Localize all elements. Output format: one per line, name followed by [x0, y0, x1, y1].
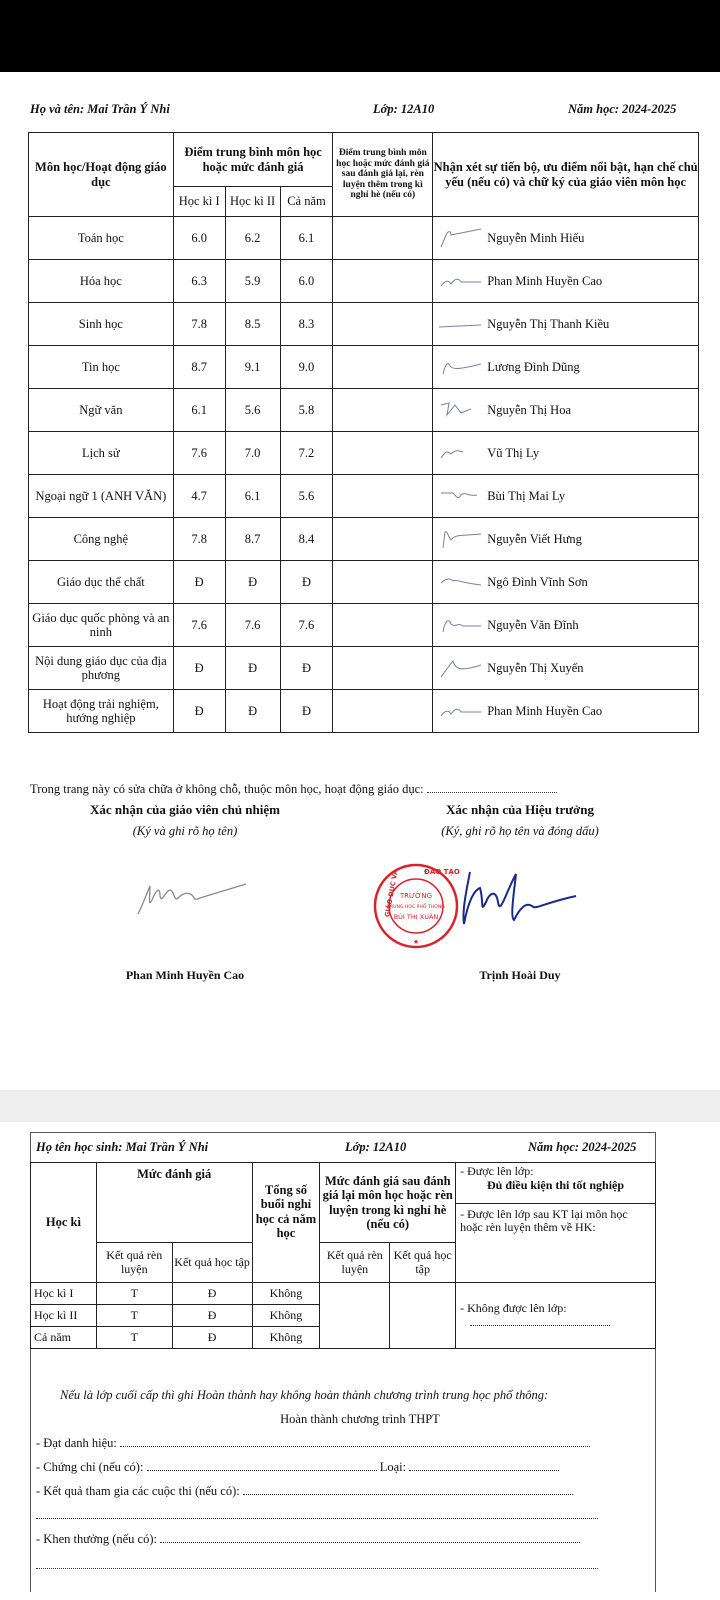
- year-score: 7.6: [280, 604, 333, 647]
- hk2-score: Đ: [225, 561, 280, 604]
- hk1-score: 8.7: [173, 346, 225, 389]
- hk2-score: 9.1: [225, 346, 280, 389]
- teacher-cell: [433, 561, 699, 604]
- stamp-star: ★: [412, 938, 420, 946]
- col-hk2-header: Học kì II: [225, 187, 280, 217]
- hk2-score: Đ: [225, 647, 280, 690]
- year-score: 6.1: [280, 217, 333, 260]
- grade-row: [29, 604, 699, 647]
- eval-header: Mức đánh giá: [96, 1163, 252, 1243]
- certificate-line: - Chứng chỉ (nếu có): Loại:: [36, 1460, 559, 1475]
- teacher-name: Nguyễn Thị Hoa: [487, 402, 572, 417]
- signature-stroke: [441, 403, 471, 415]
- teacher-cell: [433, 518, 699, 561]
- teacher-name: Nguyễn Văn Đĩnh: [487, 617, 579, 632]
- award-line-2: [36, 1558, 598, 1573]
- contest-line: - Kết quả tham gia các cuộc thi (nếu có):: [36, 1484, 573, 1499]
- hk1-score: 6.1: [173, 389, 225, 432]
- subject-cell: Ngữ văn: [29, 389, 174, 432]
- subject-cell: Tin học: [29, 346, 174, 389]
- signature-stroke: [443, 621, 481, 632]
- teacher-cell: [433, 346, 699, 389]
- report-page-2: [0, 1122, 720, 1600]
- reeval-score: [333, 561, 433, 604]
- signature-stroke: [443, 363, 481, 374]
- promotion-cell: [456, 1163, 656, 1283]
- conduct-cell: T: [96, 1283, 172, 1305]
- hk2-score: 8.7: [225, 518, 280, 561]
- year-score: Đ: [280, 647, 333, 690]
- teacher-name: Vũ Thị Ly: [487, 445, 540, 460]
- not-promoted-blank: [470, 1316, 610, 1326]
- hk2-score: 6.2: [225, 217, 280, 260]
- absent-cell: Không: [252, 1327, 320, 1349]
- teacher-name: Ngô Đình Vĩnh Sơn: [487, 574, 588, 589]
- grade-row: [29, 518, 699, 561]
- hk2-score: 8.5: [225, 303, 280, 346]
- col-average-header: Điểm trung bình môn học hoặc mức đánh giá: [173, 133, 333, 187]
- reeval-conduct-header: Kết quả rèn luyện: [320, 1243, 390, 1283]
- col-reeval-header: Điểm trung bình môn học hoặc mức đánh giá sau đánh giá lại, rèn luyện thêm trong kì nghỉ hè (nếu có): [333, 133, 433, 217]
- promote-after-label: - Được lên lớp sau KT lại môn học hoặc rèn luyện thêm về HK:: [456, 1203, 655, 1236]
- teacher-cell: [433, 432, 699, 475]
- promote-value: Đủ điều kiện thi tốt nghiệp: [487, 1177, 625, 1192]
- reeval-score: [333, 690, 433, 733]
- study-cell: Đ: [172, 1305, 252, 1327]
- teacher-signature: [437, 657, 483, 679]
- award-line: - Khen thưởng (nếu có):: [36, 1532, 580, 1547]
- stamp-line-2: TRUNG HỌC PHỔ THÔNG: [387, 905, 445, 910]
- hk2-score: 7.0: [225, 432, 280, 475]
- page-separator: [0, 1090, 720, 1122]
- subject-cell: Sinh học: [29, 303, 174, 346]
- teacher-name: Bùi Thị Mai Ly: [487, 488, 566, 503]
- teacher-name: Nguyễn Minh Hiếu: [487, 230, 585, 245]
- report-page-1: [0, 72, 720, 1090]
- teacher-cell: [433, 217, 699, 260]
- stamp-line-3: BÙI THỊ XUÂN: [393, 913, 439, 921]
- conduct-header: Kết quả rèn luyện: [96, 1243, 172, 1283]
- grades-table: [28, 132, 699, 733]
- signature-stroke: [441, 279, 481, 286]
- col-subject-header: Môn học/Hoạt động giáo dục: [29, 133, 174, 217]
- grade-row: [29, 303, 699, 346]
- page2-school-year: Năm học: 2024-2025: [528, 1140, 637, 1154]
- subject-cell: Công nghệ: [29, 518, 174, 561]
- study-cell: Đ: [172, 1283, 252, 1305]
- teacher-signature: [437, 485, 483, 507]
- reeval-study-cell: [390, 1283, 456, 1349]
- teacher-signature: [437, 700, 483, 722]
- teacher-signature: [437, 313, 483, 335]
- teacher-signature: [437, 528, 483, 550]
- absent-cell: Không: [252, 1305, 320, 1327]
- year-score: 8.3: [280, 303, 333, 346]
- stamp-left-arc: GIÁO DỤC VÀ: [383, 869, 400, 918]
- homeroom-confirm-note: (Ký và ghi rõ họ tên): [132, 824, 238, 838]
- grade-row: [29, 346, 699, 389]
- reeval-header: Mức đánh giá sau đánh giá lại môn học hoặc rèn luyện trong kì nghỉ hè (nếu có): [320, 1163, 456, 1243]
- teacher-name: Nguyễn Viết Hưng: [487, 531, 582, 546]
- reeval-score: [333, 389, 433, 432]
- reeval-score: [333, 260, 433, 303]
- teacher-signature: [437, 270, 483, 292]
- term-header: Học kì: [31, 1163, 97, 1283]
- reeval-score: [333, 518, 433, 561]
- subject-cell: Lịch sử: [29, 432, 174, 475]
- grade-row: [29, 647, 699, 690]
- teacher-cell: [433, 260, 699, 303]
- stamp-top-arc: ĐÀO TẠO: [424, 868, 460, 876]
- status-bar-area: [0, 0, 720, 72]
- subject-cell: Nội dung giáo dục của địa phương: [29, 647, 174, 690]
- signature-stroke: [439, 325, 481, 327]
- reeval-score: [333, 432, 433, 475]
- teacher-name: Nguyễn Thị Xuyến: [487, 660, 584, 675]
- teacher-name: Lương Đình Dũng: [487, 359, 580, 374]
- hk2-score: 5.9: [225, 260, 280, 303]
- homeroom-teacher-name: Phan Minh Huyền Cao: [125, 968, 245, 982]
- year-score: 6.0: [280, 260, 333, 303]
- teacher-signature: [437, 614, 483, 636]
- hk1-score: 7.6: [173, 604, 225, 647]
- hk1-score: 7.6: [173, 432, 225, 475]
- grade-row: [29, 260, 699, 303]
- reeval-score: [333, 346, 433, 389]
- not-promoted-cell: [456, 1283, 656, 1349]
- grade-row: [29, 475, 699, 518]
- page2-student-name: Họ tên học sinh: Mai Trần Ý Nhi: [36, 1140, 209, 1154]
- school-year: Năm học: 2024-2025: [568, 102, 677, 116]
- conduct-cell: T: [96, 1327, 172, 1349]
- final-note: Nếu là lớp cuối cấp thì ghi Hoàn thành hay không hoàn thành chương trình trung học phổ thông:: [60, 1388, 549, 1402]
- teacher-cell: [433, 604, 699, 647]
- hk1-score: Đ: [173, 561, 225, 604]
- year-score: 7.2: [280, 432, 333, 475]
- not-promoted-label: - Không được lên lớp:: [460, 1300, 567, 1315]
- hk1-score: Đ: [173, 690, 225, 733]
- hk2-score: 5.6: [225, 389, 280, 432]
- teacher-signature: [437, 227, 483, 249]
- year-score: 8.4: [280, 518, 333, 561]
- col-comment-header: Nhận xét sự tiến bộ, ưu điểm nổi bật, hạn chế chủ yếu (nếu có) và chữ ký của giáo viên môn học: [433, 133, 699, 217]
- term-cell: Cả năm: [31, 1327, 97, 1349]
- student-name: Họ và tên: Mai Trần Ý Nhi: [30, 102, 170, 116]
- col-year-header: Cả năm: [280, 187, 333, 217]
- grade-row: [29, 690, 699, 733]
- contest-line-2: [36, 1508, 598, 1523]
- final-value: Hoàn thành chương trình THPT: [280, 1412, 440, 1426]
- grade-row: [29, 561, 699, 604]
- teacher-cell: [433, 389, 699, 432]
- teacher-signature: [437, 356, 483, 378]
- grade-row: [29, 432, 699, 475]
- term-cell: Học kì I: [31, 1283, 97, 1305]
- grade-row: [29, 389, 699, 432]
- principal-signature: [440, 862, 580, 942]
- conduct-cell: T: [96, 1305, 172, 1327]
- stamp-line-1: TRƯỜNG: [399, 892, 433, 900]
- hk2-score: 6.1: [225, 475, 280, 518]
- signature-stroke: [441, 579, 481, 585]
- principal-confirm-note: (Ký, ghi rõ họ tên và đóng dấu): [441, 824, 599, 838]
- reeval-score: [333, 647, 433, 690]
- subject-cell: Giáo dục quốc phòng và an ninh: [29, 604, 174, 647]
- term-cell: Học kì II: [31, 1305, 97, 1327]
- reeval-score: [333, 475, 433, 518]
- subject-cell: Hoạt động trải nghiệm, hướng nghiệp: [29, 690, 174, 733]
- subject-cell: Hóa học: [29, 260, 174, 303]
- principal-confirm-title: Xác nhận của Hiệu trưởng: [446, 802, 594, 817]
- teacher-name: Nguyễn Thị Thanh Kiều: [487, 316, 610, 331]
- grade-row: [29, 217, 699, 260]
- col-hk1-header: Học kì I: [173, 187, 225, 217]
- title-line: - Đạt danh hiệu:: [36, 1436, 590, 1451]
- page2-class-label: Lớp: 12A10: [345, 1140, 407, 1154]
- summary-table: [30, 1162, 656, 1349]
- signature-stroke: [441, 709, 481, 716]
- subject-cell: Toán học: [29, 217, 174, 260]
- hk1-score: 6.3: [173, 260, 225, 303]
- principal-name: Trịnh Hoài Duy: [479, 968, 561, 982]
- reeval-conduct-cell: [320, 1283, 390, 1349]
- year-score: Đ: [280, 561, 333, 604]
- teacher-cell: [433, 647, 699, 690]
- homeroom-confirm-title: Xác nhận của giáo viên chủ nhiệm: [90, 802, 280, 817]
- year-score: 5.8: [280, 389, 333, 432]
- hk1-score: 7.8: [173, 518, 225, 561]
- correction-note: Trong trang này có sửa chữa ở không chỗ, thuộc môn học, hoạt động giáo dục:: [30, 782, 557, 797]
- hk1-score: 6.0: [173, 217, 225, 260]
- teacher-name: Phan Minh Huyền Cao: [487, 703, 603, 718]
- subject-cell: Giáo dục thể chất: [29, 561, 174, 604]
- hk1-score: Đ: [173, 647, 225, 690]
- teacher-cell: [433, 475, 699, 518]
- reeval-score: [333, 303, 433, 346]
- year-score: 9.0: [280, 346, 333, 389]
- signature-stroke: [441, 451, 463, 458]
- teacher-signature: [437, 399, 483, 421]
- subject-cell: Ngoại ngữ 1 (ANH VĂN): [29, 475, 174, 518]
- homeroom-signature: [130, 872, 250, 932]
- teacher-cell: [433, 303, 699, 346]
- study-cell: Đ: [172, 1327, 252, 1349]
- teacher-cell: [433, 690, 699, 733]
- hk1-score: 7.8: [173, 303, 225, 346]
- reeval-score: [333, 604, 433, 647]
- teacher-signature: [437, 442, 483, 464]
- hk2-score: Đ: [225, 690, 280, 733]
- year-score: 5.6: [280, 475, 333, 518]
- teacher-name: Phan Minh Huyền Cao: [487, 273, 603, 288]
- promote-label: - Được lên lớp:: [460, 1164, 534, 1178]
- hk1-score: 4.7: [173, 475, 225, 518]
- teacher-signature: [437, 571, 483, 593]
- absent-header: Tổng số buổi nghỉ học cả năm học: [252, 1163, 320, 1283]
- study-header: Kết quả học tập: [172, 1243, 252, 1283]
- class-label: Lớp: 12A10: [373, 102, 435, 116]
- summary-row: [31, 1283, 656, 1305]
- reeval-study-header: Kết quả học tập: [390, 1243, 456, 1283]
- signature-stroke: [441, 493, 477, 498]
- reeval-score: [333, 217, 433, 260]
- signature-stroke: [441, 229, 481, 247]
- year-score: Đ: [280, 690, 333, 733]
- signature-stroke: [441, 661, 481, 677]
- hk2-score: 7.6: [225, 604, 280, 647]
- signature-stroke: [443, 532, 481, 548]
- absent-cell: Không: [252, 1283, 320, 1305]
